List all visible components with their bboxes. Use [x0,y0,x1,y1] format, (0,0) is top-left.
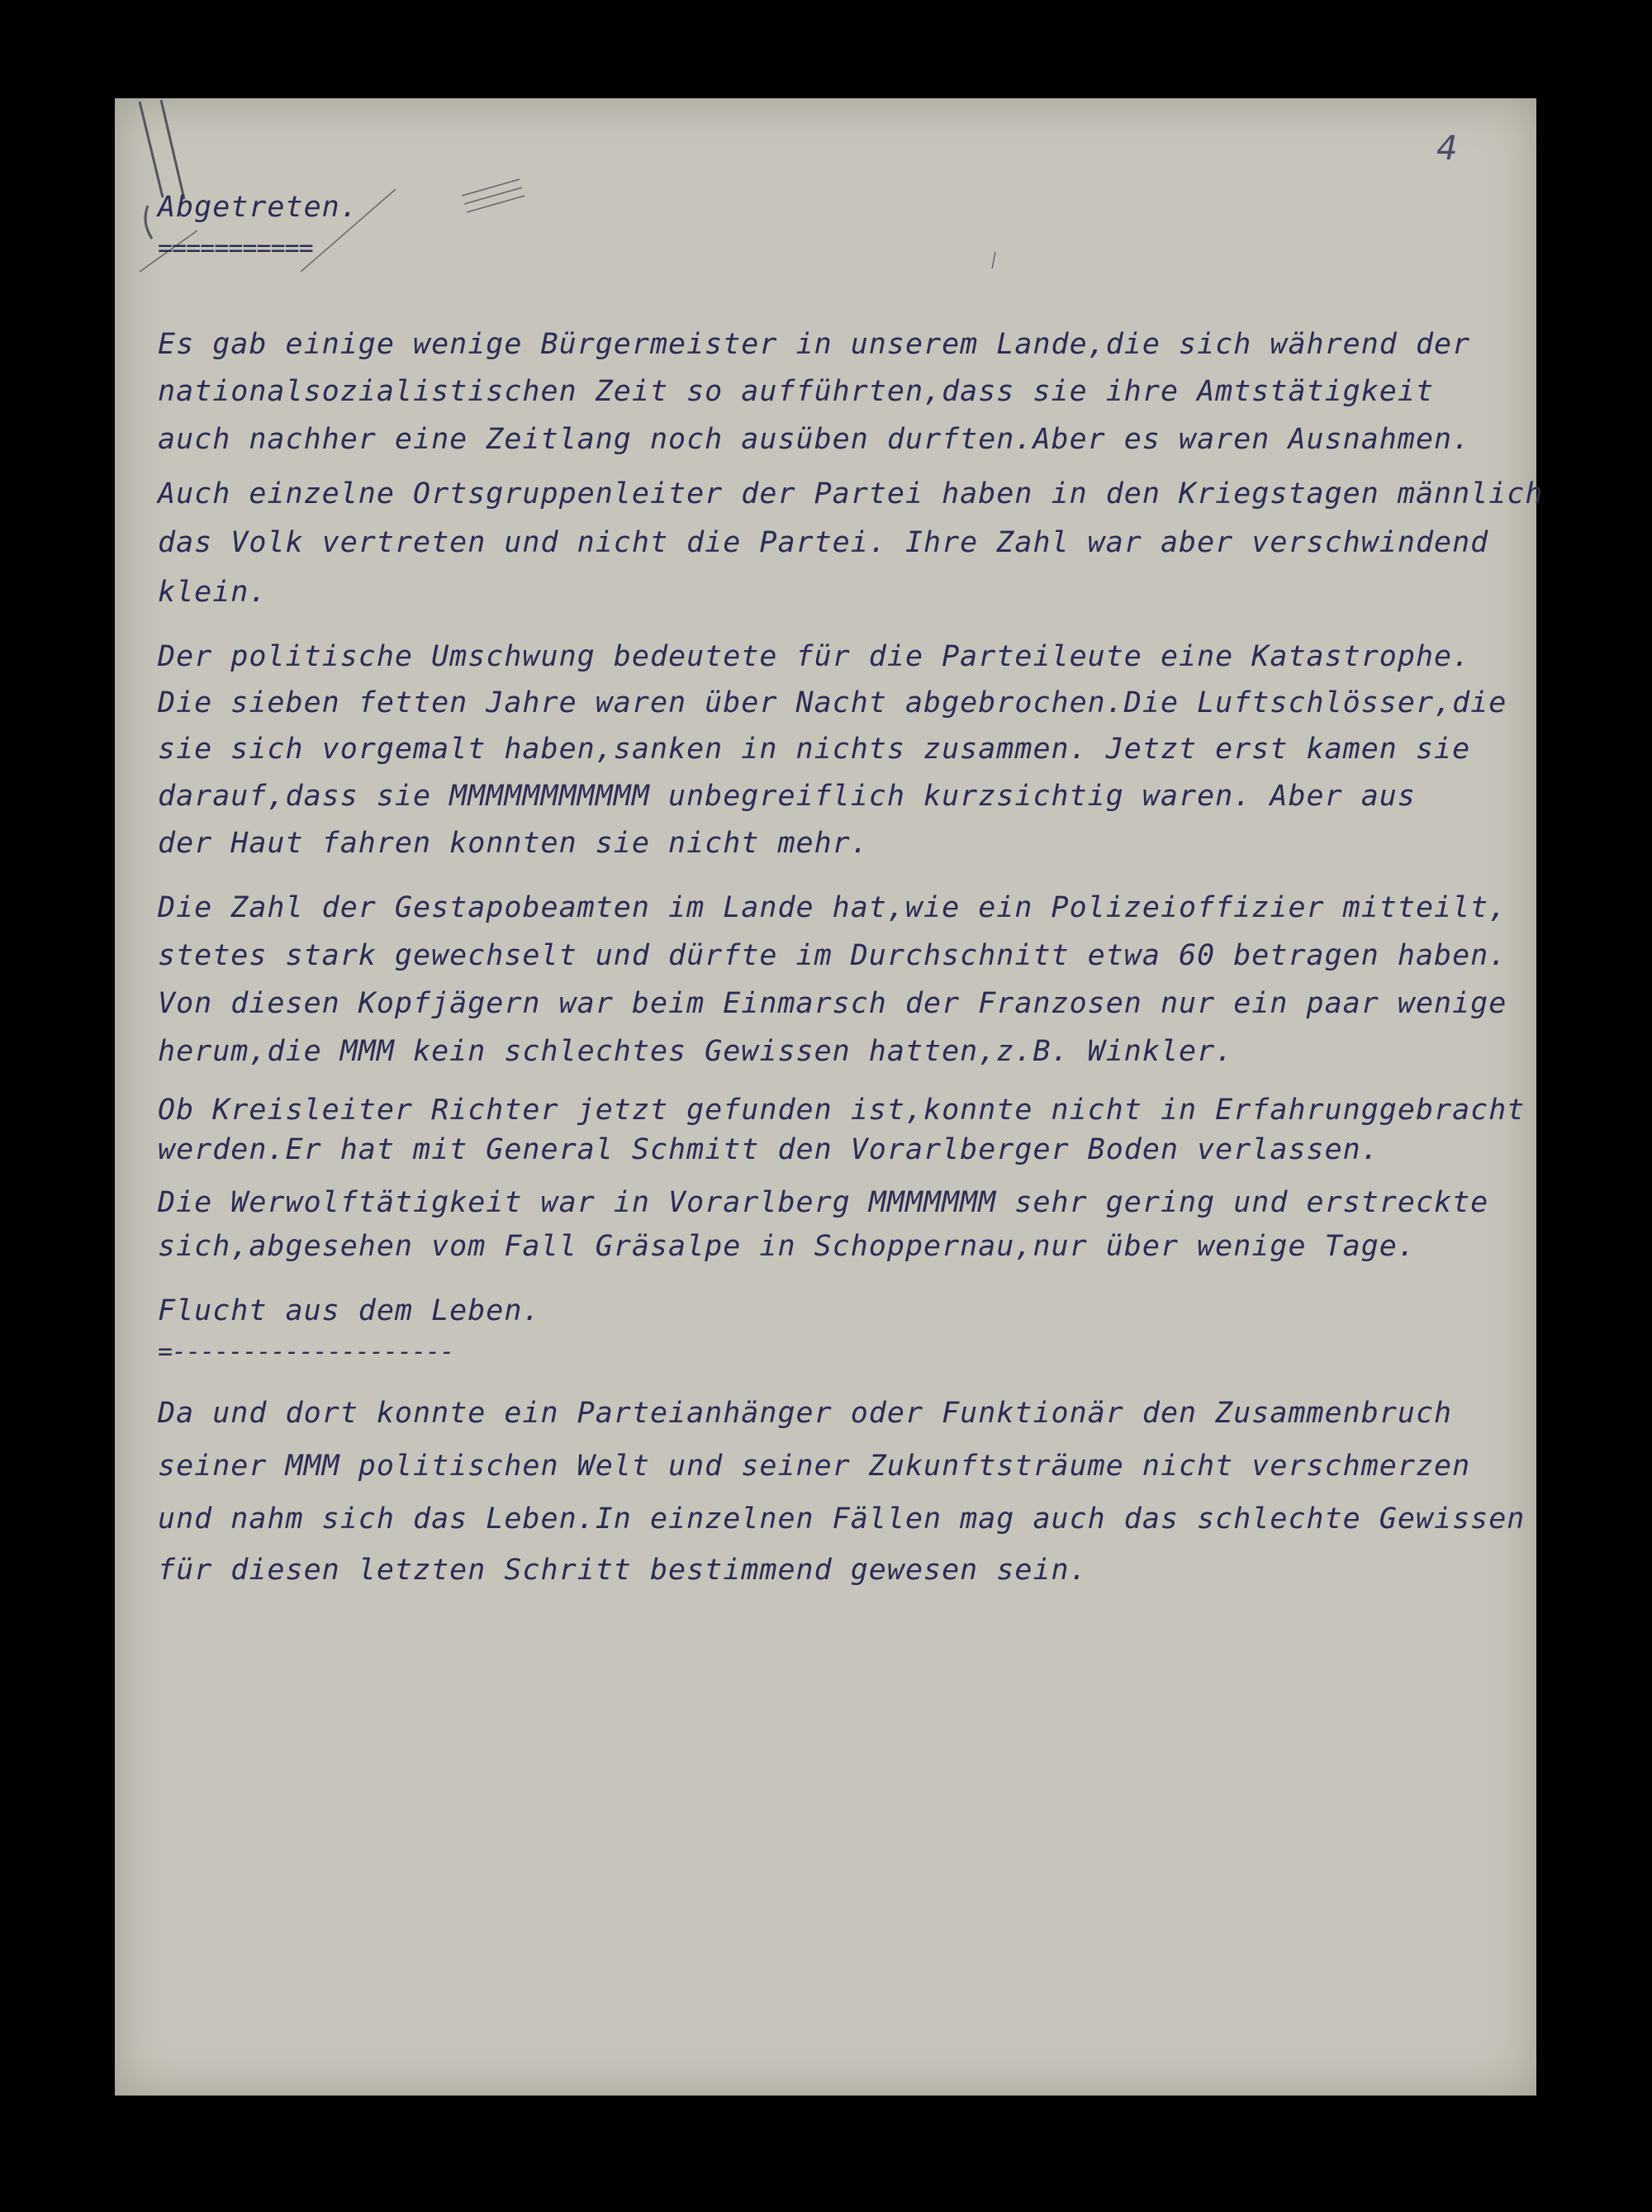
text-line: nationalsozialistischen Zeit so aufführten,dass sie ihre Amtstätigkeit [158,375,1435,408]
page-number: 4 [1436,130,1458,168]
text-line: seiner MMM politischen Welt und seiner Zukunftsträume nicht verschmerzen [158,1450,1471,1483]
text-line: werden.Er hat mit General Schmitt den Vorarlberger Boden verlassen. [158,1133,1379,1166]
text-line: Die Zahl der Gestapobeamten im Lande hat,wie ein Polizeioffizier mitteilt, [158,891,1507,924]
text-line: Der politische Umschwung bedeutete für die Parteileute eine Katastrophe. [158,640,1471,673]
text-line: Ob Kreisleiter Richter jetzt gefunden ist,konnte nicht in Erfahrunggebracht [158,1094,1526,1127]
text-line: klein. [158,576,268,609]
text-line: darauf,dass sie MMMMMMMMMMM unbegreiflich kurzsichtig waren. Aber aus [158,780,1416,813]
text-line: der Haut fahren konnten sie nicht mehr. [158,827,869,860]
section-heading: Flucht aus dem Leben. [158,1294,541,1327]
text-line: Die Werwolftätigkeit war in Vorarlberg MMMMMMM sehr gering und erstreckte [158,1186,1489,1219]
text-line: Es gab einige wenige Bürgermeister in unserem Lande,die sich während der [158,328,1471,361]
text-line: Da und dort konnte ein Parteianhänger oder Funktionär den Zusammenbruch [158,1397,1453,1430]
text-line: das Volk vertreten und nicht die Partei. Ihre Zahl war aber verschwindend [158,526,1489,559]
heading-underline: =========== [158,234,313,263]
text-line: herum,die MMM kein schlechtes Gewissen hatten,z.B. Winkler. [158,1035,1234,1068]
text-line: auch nachher eine Zeitlang noch ausüben durften.Aber es waren Ausnahmen. [158,423,1471,456]
text-line: und nahm sich das Leben.In einzelnen Fällen mag auch das schlechte Gewissen [158,1502,1526,1536]
heading-underline: =-------------------- [158,1337,454,1366]
text-line: Von diesen Kopfjägern war beim Einmarsch der Franzosen nur ein paar wenige [158,987,1507,1020]
text-line: Auch einzelne Ortsgruppenleiter der Partei haben in den Kriegstagen männlich [158,477,1544,510]
text-line: für diesen letzten Schritt bestimmend gewesen sein. [158,1554,1088,1587]
section-heading: Abgetreten. [158,191,358,224]
text-line: Die sieben fetten Jahre waren über Nacht abgebrochen.Die Luftschlösser,die [158,686,1507,719]
text-line: stetes stark gewechselt und dürfte im Durchschnitt etwa 60 betragen haben. [158,939,1507,972]
document-page [115,98,1544,2096]
text-line: sich,abgesehen vom Fall Gräsalpe in Schoppernau,nur über wenige Tage. [158,1230,1416,1263]
text-line: sie sich vorgemalt haben,sanken in nichts zusammen. Jetzt erst kamen sie [158,733,1471,766]
